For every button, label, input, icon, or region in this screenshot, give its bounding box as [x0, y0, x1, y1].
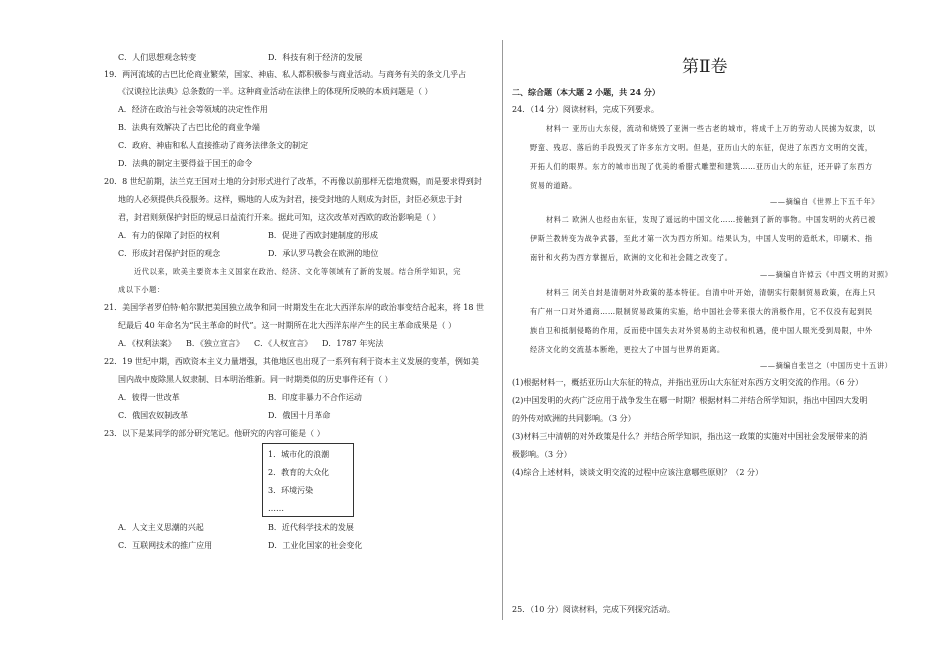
q24-stem: 24．（14 分）阅读材料，完成下列要求。 [512, 105, 659, 114]
q20-stem-line2: 地的人必须提供兵役服务。这样，赐地的人成为封君，接受封地的人则成为封臣，封臣必须忠于封 [118, 195, 462, 204]
material2-line2: 伊斯兰教转变为战争武器，至此才第一次为西方所知。结果认为，中国人发明的造纸术，印刷术、指 [530, 234, 873, 243]
notes-item-ellipsis: …… [268, 504, 284, 513]
q18-option-c: C．人们思想观念转变 [118, 53, 197, 62]
q20-option-d: D．承认罗马教会在欧洲的地位 [268, 249, 379, 258]
q23-option-a: A．人文主义思潮的兴起 [118, 523, 204, 532]
material3-line1: 材料三 闭关自封是清朝对外政策的基本特征。自清中叶开始，清朝实行限制贸易政策，在海上只 [546, 288, 876, 297]
q20-option-c: C．形成封君保护封臣的观念 [118, 249, 221, 258]
material2-line3: 南针和火药为西方掌握后，欧洲的文化和社会随之改变了。 [530, 253, 733, 262]
q21-option-d: D．1787 年宪法 [322, 339, 384, 348]
q22-option-d: D．俄国十月革命 [268, 411, 331, 420]
q22-option-c: C．俄国农奴制改革 [118, 411, 189, 420]
q23-option-d: D．工业化国家的社会变化 [268, 541, 363, 550]
q21-option-b: B．《独立宣言》 [186, 339, 244, 348]
q18-option-d: D．科技有利于经济的发展 [268, 53, 363, 62]
q24-req2-line2: 的外传对欧洲的共同影响。（3 分） [512, 414, 636, 423]
q20-stem-line1: 20．8 世纪前期，法兰克王国对土地的分封形式进行了改革，不再像以前那样无偿地赏赐，而是要求得到封 [104, 177, 482, 186]
q24-req2-line1: (2)中国发明的火药广泛应用于战争发生在哪一时期？根据材料二并结合所学知识，指出中国四大发明 [512, 396, 868, 405]
q22-option-b: B．印度非暴力不合作运动 [268, 393, 362, 402]
q20-option-b: B．促进了西欧封建制度的形成 [268, 231, 378, 240]
material1-line2: 野蛮、残忍、落后的手段毁灭了许多东方文明。但是，亚历山大的东征，促进了东西方文明的交流， [530, 143, 873, 152]
q19-option-d: D．法典的制定主要得益于国王的命令 [118, 159, 253, 168]
material3-line3: 族自卫和抵制侵略的作用，反而使中国失去对外贸易的主动权和机遇，使中国人眼光受到局限，中外 [530, 326, 873, 335]
material2-source: ——摘编自许倬云《中西文明的对照》 [760, 270, 893, 279]
q24-req3-line2: 极影响。（3 分） [512, 450, 572, 459]
q22-stem-line2: 国内战中废除黑人奴隶制、日本明治维新。同一时期类似的历史事件还有（ ） [118, 375, 393, 384]
material3-line4: 经济文化的交流基本断绝，更拉大了中国与世界的距离。 [530, 345, 725, 354]
q25-stem: 25．（10 分）阅读材料，完成下列探究活动。 [512, 605, 675, 614]
q19-option-c: C．政府、神庙和私人直接推动了商务法律条文的制定 [118, 141, 309, 150]
q23-option-c: C．互联网技术的推广应用 [118, 541, 213, 550]
q22-stem-line1: 22．19 世纪中期，西欧资本主义力量增强，其他地区也出现了一系列有利于资本主义发展的变革，例如美 [104, 357, 479, 366]
material1-line4: 贸易的道路。 [530, 181, 577, 190]
notes-item-2: 2．教育的大众化 [268, 468, 330, 477]
q19-option-b: B．法典有效解决了古巴比伦的商业争端 [118, 123, 260, 132]
q19-stem-line2: 《汉谟拉比法典》总条数的一半。这种商业活动在法律上的体现所反映的本质问题是（ ） [118, 87, 433, 96]
q23-stem: 23．以下是某同学的部分研究笔记。他研究的内容可能是（ ） [104, 429, 325, 438]
notes-item-1: 1．城市化的浪潮 [268, 450, 330, 459]
q21-option-c: C．《人权宣言》 [254, 339, 313, 348]
notes-item-3: 3．环境污染 [268, 486, 314, 495]
section-heading: 二、综合题（本大题 2 小题，共 24 分） [512, 87, 660, 97]
q21-stem-line1: 21．美国学者罗伯特·帕尔默把美国独立战争和同一时期发生在北大西洋东岸的政治事变结合起来，将 18 世 [104, 303, 484, 312]
q21-option-a: A．《权利法案》 [118, 339, 176, 348]
column-divider [502, 40, 503, 620]
material1-line3: 开拓人们的眼界。东方的城市出现了优美的希腊式雕塑和建筑……亚历山大的东征，还开辟了东西方 [530, 162, 873, 171]
q22-option-a: A．彼得一世改革 [118, 393, 180, 402]
q19-stem-line1: 19．两河流域的古巴比伦商业繁荣，国家、神庙、私人都积极参与商业活动。与商务有关的条文几乎占 [104, 70, 467, 79]
material3-source: ——摘编自张岂之（中国历史十五讲） [760, 361, 893, 370]
q21-stem-line2: 纪最后 40 年命名为“民主革命的时代”。这一时期所在北大西洋东岸产生的民主革命成果是（ ） [118, 321, 456, 330]
material3-line2: 有广州一口对外通商……限制贸易政策的实施，给中国社会带来很大的消极作用，它不仅没有起到民 [530, 307, 873, 316]
q24-req1: (1)根据材料一，概括亚历山大东征的特点，并指出亚历山大东征对东西方文明交流的作用。（6 分） [512, 378, 863, 387]
q24-req3-line1: (3)材料三中清朝的对外政策是什么？并结合所学知识，指出这一政策的实施对中国社会发展带来的消 [512, 432, 868, 441]
material1-source: ——摘编自《世界上下五千年》 [770, 197, 880, 206]
intro-line1: 近代以来，欧美主要资本主义国家在政治、经济、文化等领域有了新的发展。结合所学知识，完 [134, 267, 462, 276]
q24-req4: (4)综合上述材料，谈谈文明交流的过程中应该注意哪些原则？（2 分） [512, 468, 763, 477]
intro-line2: 成以下小题： [118, 285, 165, 294]
q19-option-a: A．经济在政治与社会等领域的决定性作用 [118, 105, 268, 114]
q23-option-b: B．近代科学技术的发展 [268, 523, 354, 532]
q20-option-a: A．有力的保障了封臣的权利 [118, 231, 220, 240]
material1-line1: 材料一 亚历山大东侵，流动和烧毁了亚洲一些古老的城市，将成千上万的劳动人民掳为奴隶，以 [546, 124, 876, 133]
q20-stem-line3: 君，封君则须保护封臣的规忌日益流行开来。据此可知，这次改革对西欧的政治影响是（ ） [118, 213, 441, 222]
part-two-title: 第Ⅱ卷 [682, 57, 728, 77]
material2-line1: 材料二 欧洲人也经由东征，发现了遥远的中国文化……接触到了新的事物。中国发明的火药已被 [546, 215, 876, 224]
